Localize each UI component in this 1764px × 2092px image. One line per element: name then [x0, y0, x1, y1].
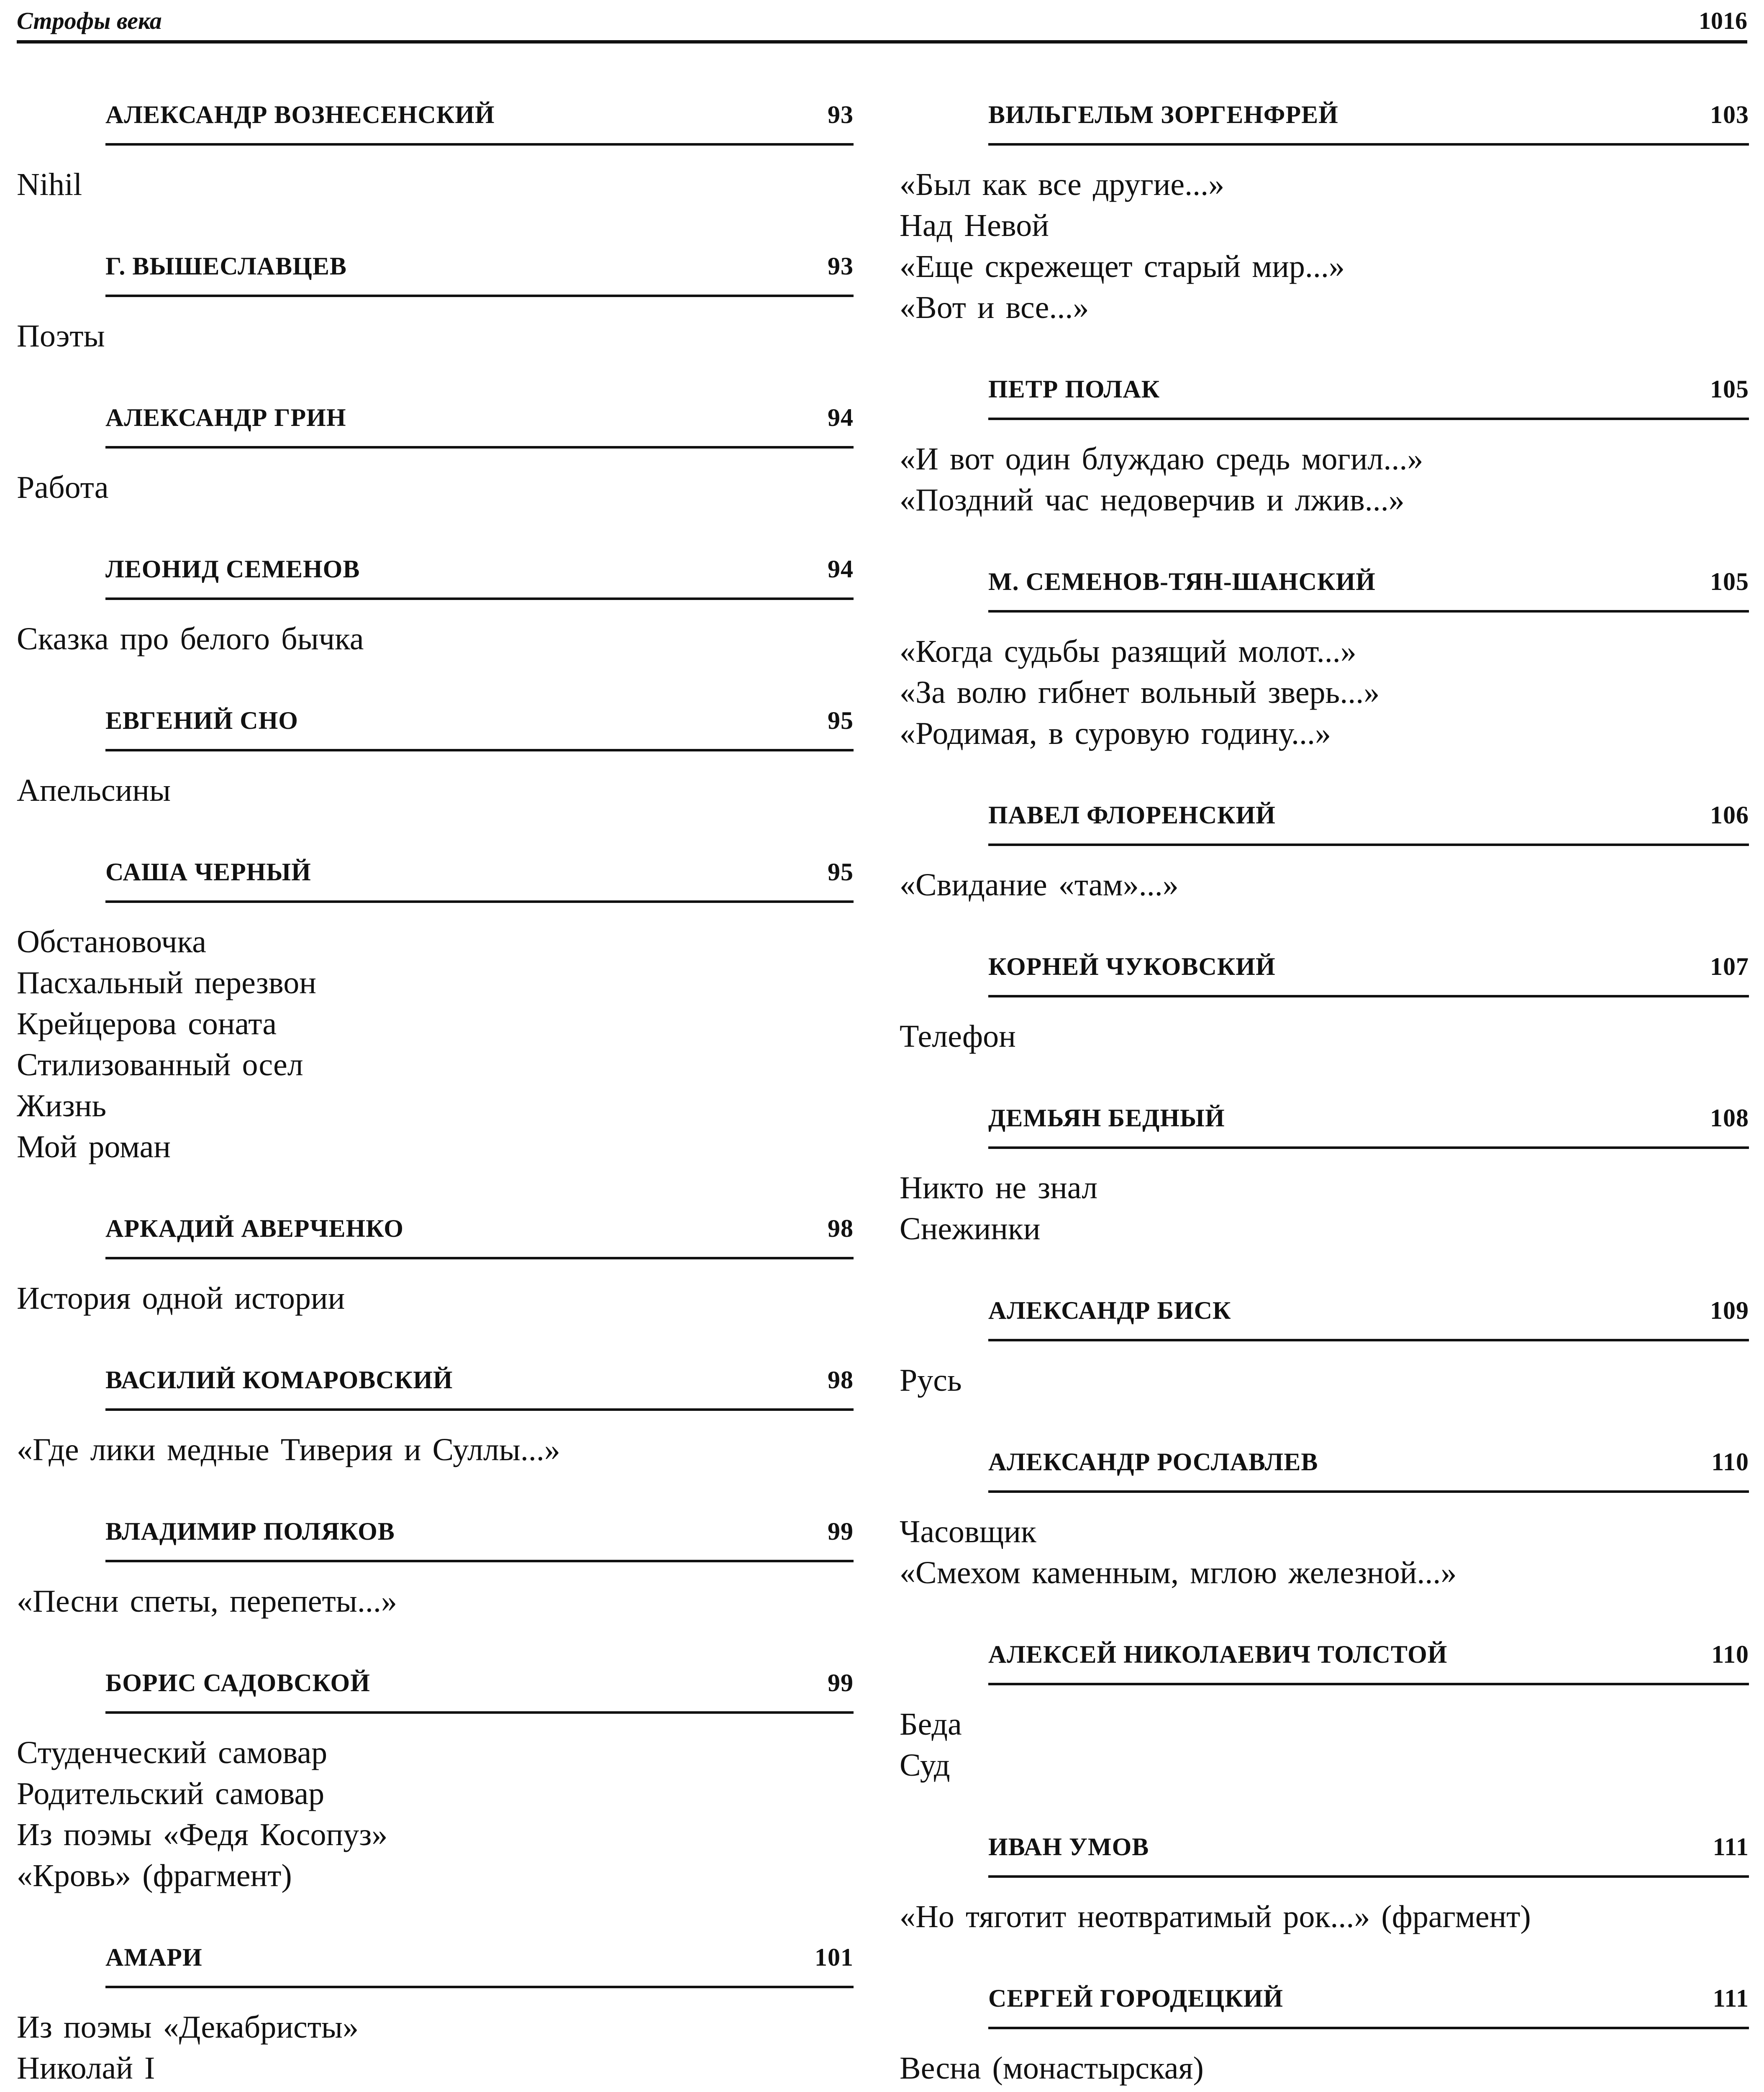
author-entry	[900, 567, 1749, 754]
works-list	[900, 438, 1749, 520]
author-heading	[988, 567, 1749, 613]
work-title: «За волю гибнет вольный зверь...»	[900, 675, 1380, 710]
author-page-number: 106	[1710, 801, 1749, 829]
work-title: Никто не знал	[900, 1170, 1098, 1205]
author-page-number: 108	[1710, 1104, 1749, 1132]
author-heading	[988, 952, 1749, 997]
work-title: Сказка про белого бычка	[17, 621, 364, 656]
work-title: «Где лики медные Тиверия и Суллы...»	[17, 1432, 560, 1467]
author-page-number: 98	[828, 1215, 854, 1242]
author-entry	[17, 1366, 854, 1470]
author-page-number: 98	[828, 1366, 854, 1394]
author-heading	[988, 1104, 1749, 1149]
work-title: Беда	[900, 1707, 962, 1742]
works-list	[17, 921, 854, 1167]
works-list	[17, 1732, 854, 1896]
work-title: Николай I	[17, 2051, 155, 2086]
work-title: История одной истории	[17, 1281, 345, 1316]
work-title: Крейцерова соната	[17, 1006, 277, 1041]
work-title: Мой роман	[17, 1129, 171, 1164]
author-heading	[988, 1296, 1749, 1341]
author-heading	[105, 403, 854, 449]
work-title: Над Невой	[900, 208, 1049, 243]
author-entry	[17, 1669, 854, 1896]
work-title: Обстановочка	[17, 924, 206, 959]
author-name: БОРИС САДОВСКОЙ	[105, 1669, 370, 1697]
works-list	[17, 618, 854, 659]
author-heading	[105, 1517, 854, 1562]
work-title: «Родимая, в суровую годину...»	[900, 716, 1331, 751]
author-page-number: 105	[1710, 568, 1749, 595]
work-title: Стилизованный осел	[17, 1047, 303, 1082]
work-title: Родительский самовар	[17, 1776, 325, 1811]
work-title: Русь	[900, 1363, 962, 1398]
author-name: АЛЕКСАНДР БИСК	[988, 1297, 1231, 1324]
author-entry	[17, 555, 854, 659]
author-page-number: 109	[1710, 1297, 1749, 1324]
works-list	[17, 315, 854, 356]
author-entry	[900, 1833, 1749, 1937]
author-entry	[17, 858, 854, 1167]
author-name: АЛЕКСЕЙ НИКОЛАЕВИЧ ТОЛСТОЙ	[988, 1641, 1448, 1668]
author-name: ВЛАДИМИР ПОЛЯКОВ	[105, 1518, 395, 1545]
work-title: «Еще скрежещет старый мир...»	[900, 249, 1345, 284]
author-entry	[17, 1517, 854, 1622]
works-list	[900, 631, 1749, 754]
work-title: Суд	[900, 1748, 950, 1783]
author-name: М. СЕМЕНОВ-ТЯН-ШАНСКИЙ	[988, 568, 1376, 595]
author-entry	[900, 1640, 1749, 1786]
author-heading	[105, 555, 854, 600]
author-heading	[988, 801, 1749, 846]
author-entry	[900, 100, 1749, 328]
works-list	[900, 1360, 1749, 1401]
author-heading	[105, 706, 854, 751]
author-entry	[900, 1104, 1749, 1249]
works-list	[17, 164, 854, 205]
works-list	[900, 164, 1749, 328]
works-list	[17, 1278, 854, 1319]
author-name: АРКАДИЙ АВЕРЧЕНКО	[105, 1215, 404, 1242]
author-name: Г. ВЫШЕСЛАВЦЕВ	[105, 252, 347, 280]
author-name: АЛЕКСАНДР ГРИН	[105, 404, 346, 431]
works-list	[17, 1581, 854, 1622]
works-list	[900, 864, 1749, 905]
author-page-number: 103	[1710, 101, 1749, 128]
work-title: «Песни спеты, перепеты...»	[17, 1584, 397, 1619]
author-page-number: 110	[1711, 1641, 1749, 1668]
author-name: СЕРГЕЙ ГОРОДЕЦКИЙ	[988, 1984, 1284, 2012]
author-heading	[105, 1366, 854, 1411]
author-entry	[900, 1296, 1749, 1401]
author-page-number: 110	[1711, 1448, 1749, 1476]
author-heading	[988, 1984, 1749, 2029]
work-title: Работа	[17, 470, 109, 505]
author-name: ЕВГЕНИЙ СНО	[105, 707, 298, 734]
author-entry	[900, 375, 1749, 520]
work-title: «Когда судьбы разящий молот...»	[900, 634, 1356, 669]
author-name: АЛЕКСАНДР РОСЛАВЛЕВ	[988, 1448, 1318, 1476]
works-list	[900, 1167, 1749, 1249]
author-page-number: 94	[828, 404, 854, 431]
author-heading	[988, 1640, 1749, 1685]
author-entry	[17, 1943, 854, 2089]
works-list	[900, 1016, 1749, 1057]
running-header	[17, 3, 1747, 44]
work-title: «И вот один блуждаю средь могил...»	[900, 441, 1423, 477]
author-page-number: 111	[1713, 1833, 1749, 1861]
work-title: «Кровь» (фрагмент)	[17, 1858, 292, 1893]
author-heading	[105, 1669, 854, 1714]
author-name: АМАРИ	[105, 1943, 203, 1971]
works-list	[900, 2048, 1749, 2089]
work-title: Телефон	[900, 1019, 1016, 1054]
work-title: «Поздний час недоверчив и лжив...»	[900, 482, 1405, 518]
author-name: КОРНЕЙ ЧУКОВСКИЙ	[988, 953, 1276, 980]
author-heading	[105, 1943, 854, 1988]
author-page-number: 95	[828, 858, 854, 886]
work-title: «Свидание «там»...»	[900, 867, 1179, 902]
work-title: Часовщик	[900, 1514, 1036, 1549]
work-title: Снежинки	[900, 1211, 1041, 1246]
work-title: «Был как все другие...»	[900, 167, 1225, 202]
author-page-number: 99	[828, 1518, 854, 1545]
author-name: ВАСИЛИЙ КОМАРОВСКИЙ	[105, 1366, 453, 1394]
author-name: ЛЕОНИД СЕМЕНОВ	[105, 555, 360, 583]
author-page-number: 101	[815, 1943, 854, 1971]
author-entry	[17, 706, 854, 811]
author-name: ДЕМЬЯН БЕДНЫЙ	[988, 1104, 1225, 1132]
author-name: ИВАН УМОВ	[988, 1833, 1149, 1861]
work-title: Nihil	[17, 167, 82, 202]
work-title: Из поэмы «Декабристы»	[17, 2010, 359, 2045]
author-entry	[17, 403, 854, 508]
work-title: Из поэмы «Федя Косопуз»	[17, 1817, 388, 1852]
works-list	[900, 1511, 1749, 1593]
author-entry	[900, 952, 1749, 1057]
author-heading	[105, 100, 854, 146]
author-heading	[105, 252, 854, 297]
author-heading	[988, 100, 1749, 146]
author-page-number: 93	[828, 101, 854, 128]
author-entry	[900, 801, 1749, 905]
author-page-number: 107	[1710, 953, 1749, 980]
page-number: 1016	[1699, 7, 1747, 34]
author-page-number: 93	[828, 252, 854, 280]
works-list	[17, 2007, 854, 2089]
author-heading	[988, 375, 1749, 420]
work-title: «Но тяготит неотвратимый рок...» (фрагмент)	[900, 1899, 1531, 1934]
works-list	[17, 467, 854, 508]
author-entry	[17, 252, 854, 356]
work-title: Апельсины	[17, 773, 171, 808]
author-name: АЛЕКСАНДР ВОЗНЕСЕНСКИЙ	[105, 101, 495, 128]
running-title: Строфы века	[17, 7, 162, 34]
author-page-number: 111	[1713, 1984, 1749, 2012]
work-title: Пасхальный перезвон	[17, 965, 316, 1000]
author-page-number: 105	[1710, 375, 1749, 403]
work-title: «Смехом каменным, мглою железной...»	[900, 1555, 1457, 1590]
author-page-number: 94	[828, 555, 854, 583]
work-title: «Вот и все...»	[900, 290, 1089, 325]
right-column	[900, 100, 1749, 2092]
author-name: ПАВЕЛ ФЛОРЕНСКИЙ	[988, 801, 1276, 829]
author-name: САША ЧЕРНЫЙ	[105, 858, 311, 886]
author-page-number: 95	[828, 707, 854, 734]
author-page-number: 99	[828, 1669, 854, 1697]
work-title: Поэты	[17, 318, 105, 354]
works-list	[900, 1896, 1749, 1937]
author-entry	[17, 1214, 854, 1319]
work-title: Студенческий самовар	[17, 1735, 328, 1770]
author-heading	[105, 858, 854, 903]
author-entry	[900, 1984, 1749, 2089]
works-list	[17, 770, 854, 811]
author-name: ВИЛЬГЕЛЬМ ЗОРГЕНФРЕЙ	[988, 101, 1338, 128]
author-heading	[105, 1214, 854, 1259]
author-name: ПЕТР ПОЛАК	[988, 375, 1160, 403]
author-heading	[988, 1448, 1749, 1493]
author-heading	[988, 1833, 1749, 1878]
works-list	[900, 1704, 1749, 1786]
works-list	[17, 1429, 854, 1470]
author-entry	[900, 1448, 1749, 1593]
author-entry	[17, 100, 854, 205]
work-title: Жизнь	[17, 1088, 107, 1123]
left-column	[17, 100, 854, 2092]
work-title: Весна (монастырская)	[900, 2051, 1204, 2086]
